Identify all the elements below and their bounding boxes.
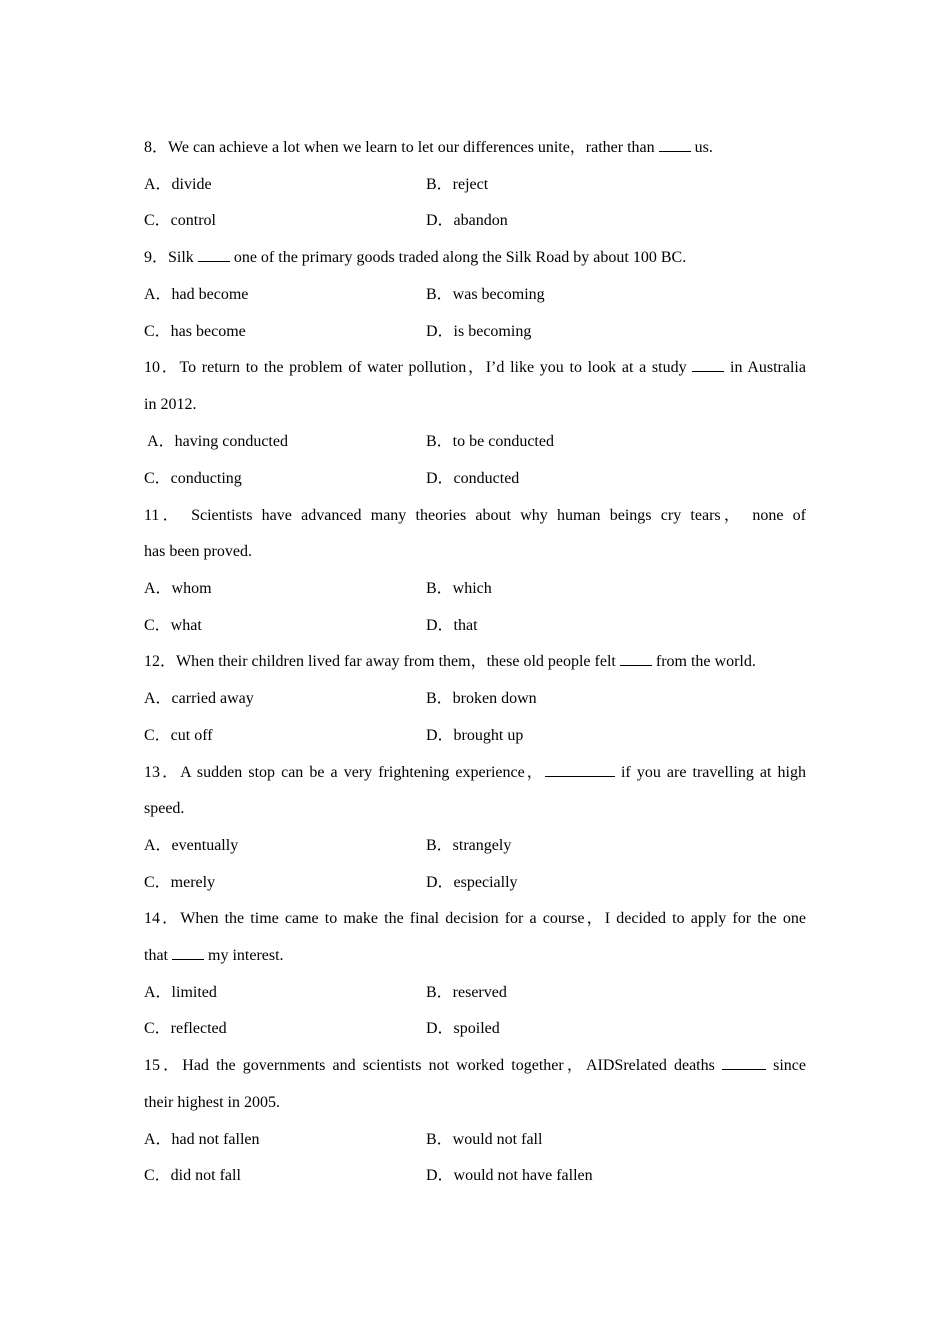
question-14-stem-cont: that my interest.: [144, 947, 284, 964]
question-8-option-c: C．control: [144, 212, 216, 229]
question-10-option-c: C．conducting: [144, 470, 242, 487]
question-11-option-a: A．whom: [144, 580, 212, 597]
question-number: 12．: [144, 653, 177, 670]
question-13-option-a: A．eventually: [144, 837, 239, 854]
question-15-option-a: A．had not fallen: [144, 1131, 260, 1148]
question-10-stem-cont: in 2012.: [144, 396, 197, 413]
question-12-stem: 12．When their children lived far away from them，these old people felt from the world.: [144, 653, 756, 670]
question-13-stem: 13．A sudden stop can be a very frightening experience， if you are travelling at high: [144, 764, 806, 781]
question-14-option-a: A．limited: [144, 984, 217, 1001]
question-12-option-c: C．cut off: [144, 727, 213, 744]
question-9-option-a: A．had become: [144, 286, 249, 303]
question-8-option-b: B．reject: [426, 176, 489, 193]
question-10-option-d: D．conducted: [426, 470, 520, 487]
question-15-option-d: D．would not have fallen: [426, 1167, 593, 1184]
question-14-stem: 14．When the time came to make the final decision for a course，I decided to apply for the one: [144, 910, 806, 927]
question-10-stem: 10．To return to the problem of water pollution，I’d like you to look at a study in Australia: [144, 359, 806, 376]
question-number: 9．: [144, 249, 169, 266]
answer-blank: [620, 651, 652, 666]
question-15-stem-cont: their highest in 2005.: [144, 1094, 280, 1111]
answer-blank: [172, 945, 204, 960]
question-11-stem-cont: has been proved.: [144, 543, 252, 560]
question-9-stem: 9．Silk one of the primary goods traded along the Silk Road by about 100 BC.: [144, 249, 687, 266]
question-12-option-b: B．broken down: [426, 690, 537, 707]
question-11-option-d: D．that: [426, 617, 478, 634]
question-11-option-b: B．which: [426, 580, 492, 597]
question-8-option-a: A．divide: [144, 176, 212, 193]
question-14-option-d: D．spoiled: [426, 1020, 500, 1037]
question-number: 13．: [144, 764, 181, 781]
question-15-option-b: B．would not fall: [426, 1131, 543, 1148]
question-number: 10．: [144, 359, 180, 376]
question-11-option-c: C．what: [144, 617, 202, 634]
question-9-option-d: D．is becoming: [426, 323, 532, 340]
question-12-option-a: A．carried away: [144, 690, 254, 707]
answer-blank: [198, 247, 230, 262]
question-15-stem: 15．Had the governments and scientists not worked together，AIDSrelated deaths since: [144, 1057, 807, 1074]
answer-blank: [545, 762, 615, 777]
question-14-option-c: C．reflected: [144, 1020, 227, 1037]
question-11-stem: 11． Scientists have advanced many theories about why human beings cry tears， none of: [144, 507, 807, 524]
question-14-option-b: B．reserved: [426, 984, 507, 1001]
question-8-option-d: D．abandon: [426, 212, 508, 229]
question-13-option-d: D．especially: [426, 874, 518, 891]
question-number: 8．: [144, 139, 169, 156]
question-8-stem: 8．We can achieve a lot when we learn to let our differences unite，rather than us.: [144, 139, 713, 156]
question-9-option-c: C．has become: [144, 323, 246, 340]
question-15-option-c: C．did not fall: [144, 1167, 241, 1184]
answer-blank: [722, 1055, 766, 1070]
answer-blank: [692, 357, 724, 372]
question-13-option-c: C．merely: [144, 874, 216, 891]
question-12-option-d: D．brought up: [426, 727, 524, 744]
answer-blank: [659, 137, 691, 152]
question-13-stem-cont: speed.: [144, 800, 185, 817]
question-13-option-b: B．strangely: [426, 837, 512, 854]
question-10-option-a: A．having conducted: [144, 433, 288, 450]
question-10-option-b: B．to be conducted: [426, 433, 554, 450]
question-9-option-b: B．was becoming: [426, 286, 545, 303]
